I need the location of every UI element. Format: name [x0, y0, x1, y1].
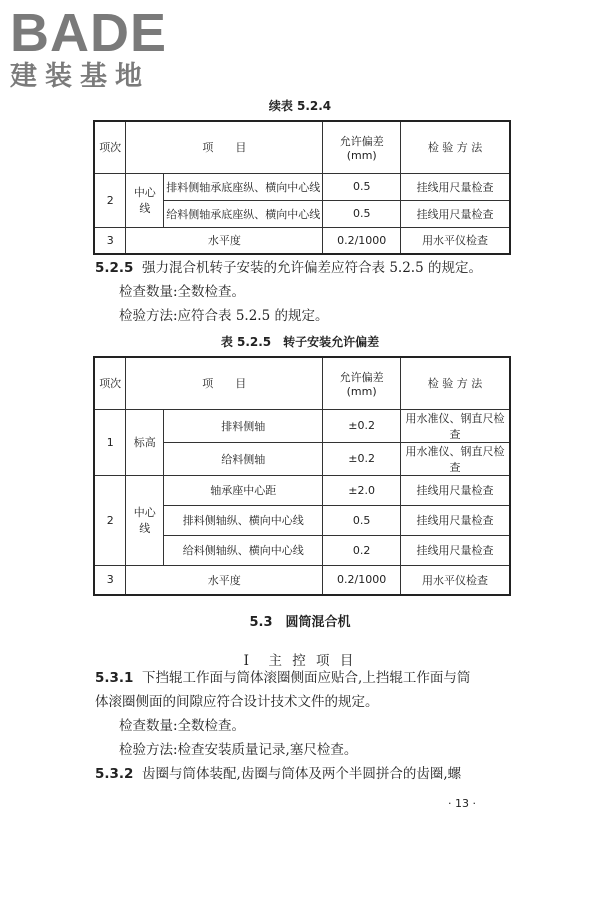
clause-5-3-1-line2: 体滚圈侧面的间隙应符合设计技术文件的规定。 — [95, 694, 379, 710]
table1-header-deviation — [323, 121, 401, 173]
clause-5-3-2-line1 — [95, 762, 520, 786]
cell-no: 2 — [94, 173, 126, 227]
table2-caption: 表 5.2.5 转子安装允许偏差 — [220, 335, 380, 349]
cell-method: 用水准仪、钢直尺检查 — [401, 442, 510, 475]
page-number: · 13 · — [448, 797, 476, 810]
check-quantity: 检查数量:全数检查。 — [119, 284, 246, 300]
table2-header-no: 项次 — [94, 357, 126, 409]
cell-deviation: ±0.2 — [323, 442, 401, 475]
clause-5-2-5-text — [95, 256, 520, 280]
cell-deviation: 0.2 — [323, 535, 401, 565]
clause-body: 齿圈与筒体装配,齿圈与筒体及两个半圆拼合的齿圈,螺 — [142, 766, 462, 782]
table-row — [94, 565, 510, 595]
table1-header-item: 项 目 — [126, 121, 323, 173]
cell-group: 标高 — [126, 409, 164, 475]
cell-method: 用水准仪、钢直尺检查 — [401, 409, 510, 442]
table-row — [94, 173, 510, 200]
cell-no: 3 — [94, 227, 126, 254]
table-row — [94, 409, 510, 442]
clause-body: 强力混合机转子安装的允许偏差应符合表 5.2.5 的规定。 — [142, 260, 482, 276]
cell-deviation: 0.2/1000 — [323, 565, 401, 595]
cell-method: 挂线用尺量检查 — [401, 173, 510, 200]
cell-deviation: ±0.2 — [323, 409, 401, 442]
clause-number: 5.3.1 — [95, 670, 134, 686]
cell-method: 用水平仪检查 — [401, 565, 510, 595]
clause-number: 5.2.5 — [95, 260, 134, 276]
table2-header-row — [94, 357, 510, 409]
check-method: 检验方法:应符合表 5.2.5 的规定。 — [119, 308, 329, 324]
cell-item: 水平度 — [126, 565, 323, 595]
cell-no: 2 — [94, 475, 126, 565]
table1-header-no: 项次 — [94, 121, 126, 173]
cell-item: 给料侧轴 — [164, 442, 323, 475]
cell-deviation: 0.5 — [323, 173, 401, 200]
clause-5-2-5 — [95, 256, 520, 328]
cell-no: 1 — [94, 409, 126, 475]
table2-header-item: 项 目 — [126, 357, 323, 409]
cell-method: 挂线用尺量检查 — [401, 535, 510, 565]
cell-method: 挂线用尺量检查 — [401, 200, 510, 227]
cell-method: 挂线用尺量检查 — [401, 505, 510, 535]
cell-item: 给料侧轴承底座纵、横向中心线 — [164, 200, 323, 227]
cell-method: 用水平仪检查 — [401, 227, 510, 254]
cell-deviation: 0.5 — [323, 505, 401, 535]
table1 — [93, 120, 511, 255]
clause-number: 5.3.2 — [95, 766, 134, 782]
header-deviation-line1: 允许偏差 — [339, 370, 384, 384]
section-title: 5.3 圆筒混合机 — [249, 615, 351, 630]
header-deviation-line2: (mm) — [346, 384, 377, 398]
table2 — [93, 356, 511, 596]
table2-header-deviation — [323, 357, 401, 409]
bade-logo — [10, 3, 180, 92]
check-method: 检验方法:检查安装质量记录,塞尺检查。 — [119, 742, 358, 758]
cell-method: 挂线用尺量检查 — [401, 475, 510, 505]
cell-group: 中心线 — [126, 173, 164, 227]
cell-deviation: 0.5 — [323, 200, 401, 227]
cell-item: 排料侧轴承底座纵、横向中心线 — [164, 173, 323, 200]
cell-no: 3 — [94, 565, 126, 595]
table1-caption: 续表 5.2.4 — [268, 99, 332, 113]
clause-5-3-1-line1 — [95, 666, 520, 690]
table2-header-method: 检 验 方 法 — [401, 357, 510, 409]
header-deviation-line1: 允许偏差 — [339, 134, 384, 148]
cell-item: 给料侧轴纵、横向中心线 — [164, 535, 323, 565]
logo-subtitle: 建装基地 — [10, 61, 150, 92]
cell-item: 排料侧轴 — [164, 409, 323, 442]
table1-header-method: 检 验 方 法 — [401, 121, 510, 173]
cell-deviation: 0.2/1000 — [323, 227, 401, 254]
check-quantity: 检查数量:全数检查。 — [119, 718, 246, 734]
clause-body: 下挡辊工作面与筒体滚圈侧面应贴合,上挡辊工作面与筒 — [142, 670, 471, 686]
cell-item: 排料侧轴纵、横向中心线 — [164, 505, 323, 535]
cell-item: 轴承座中心距 — [164, 475, 323, 505]
table-row — [94, 227, 510, 254]
header-deviation-line2: (mm) — [346, 148, 377, 162]
clause-5-3-1 — [95, 666, 520, 786]
cell-item: 水平度 — [126, 227, 323, 254]
table1-header-row — [94, 121, 510, 173]
table-row — [94, 475, 510, 505]
section-subtitle: Ⅰ 主 控 项 目 — [243, 653, 357, 669]
logo-wordmark: BADE — [10, 3, 168, 63]
cell-group: 中心线 — [126, 475, 164, 565]
cell-deviation: ±2.0 — [323, 475, 401, 505]
